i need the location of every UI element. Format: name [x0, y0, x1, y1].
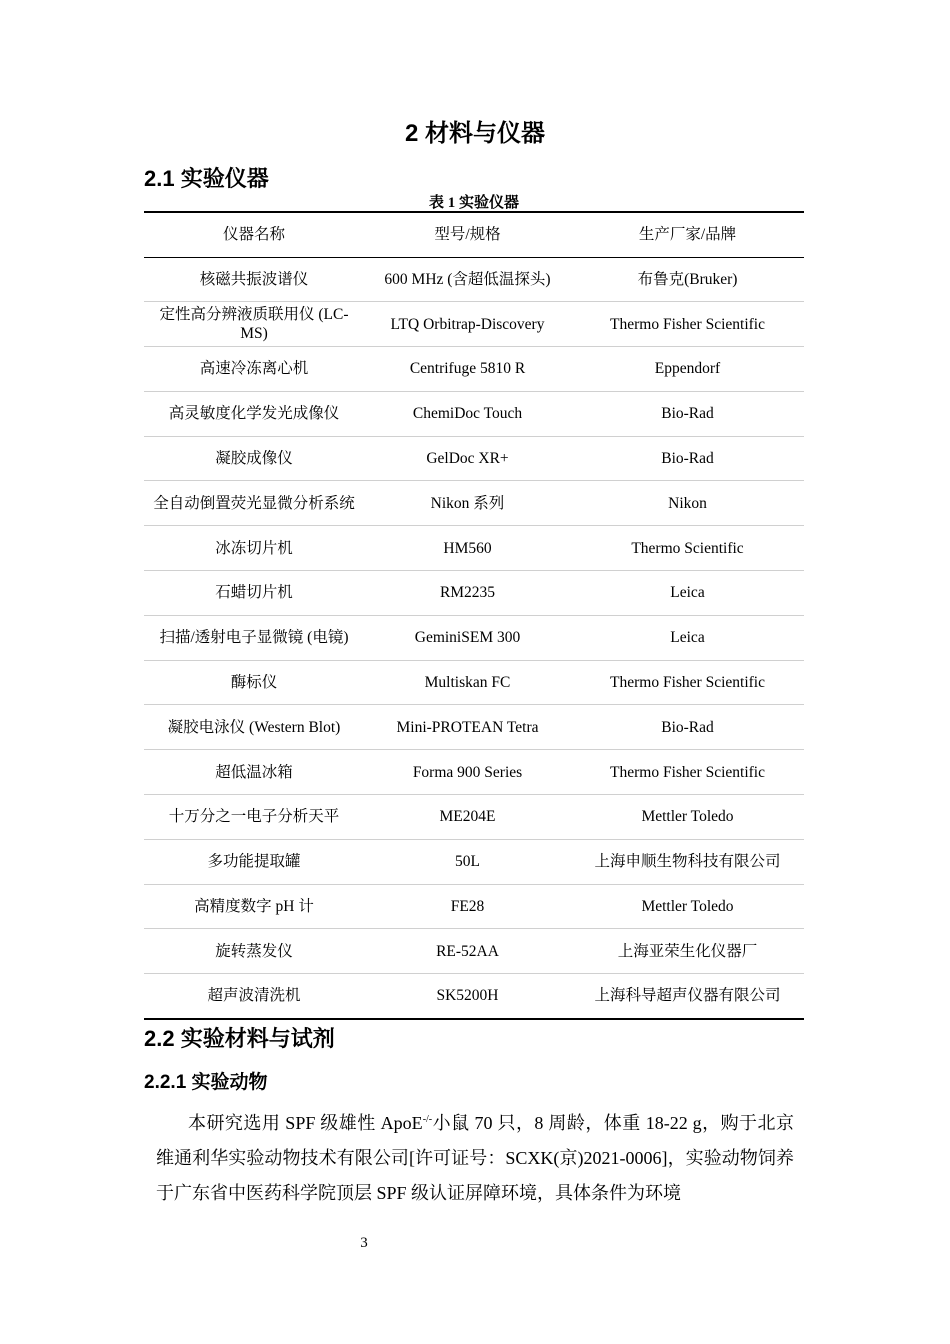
table-row [144, 929, 804, 974]
table-row [144, 302, 804, 347]
manufacturer-cell: Eppendorf [571, 347, 804, 392]
instrument-name-cell: 核磁共振波谱仪 [144, 257, 364, 302]
model-spec-cell: Mini-PROTEAN Tetra [364, 705, 571, 750]
manufacturer-cell: 上海申顺生物科技有限公司 [571, 839, 804, 884]
manufacturer-cell: Thermo Fisher Scientific [571, 302, 804, 347]
instrument-name-cell: 定性高分辨液质联用仪 (LC-MS) [144, 302, 364, 347]
table-row [144, 750, 804, 795]
model-spec-cell: ME204E [364, 795, 571, 840]
model-spec-cell: SK5200H [364, 974, 571, 1019]
table-row [144, 436, 804, 481]
table-row [144, 481, 804, 526]
table-caption: 表 1 实验仪器 [428, 195, 519, 211]
instrument-name-cell: 超声波清洗机 [144, 974, 364, 1019]
genotype-superscript: -/- [422, 1114, 433, 1125]
manufacturer-cell: Nikon [571, 481, 804, 526]
paragraph-text-start: 本研究选用 SPF 级雄性 ApoE [188, 1113, 423, 1133]
table-row [144, 347, 804, 392]
instrument-name-cell: 多功能提取罐 [144, 839, 364, 884]
manufacturer-cell: Thermo Scientific [571, 526, 804, 571]
table-row [144, 884, 804, 929]
table-header-row [144, 212, 804, 257]
instrument-name-cell: 高精度数字 pH 计 [144, 884, 364, 929]
table-row [144, 839, 804, 884]
table-row [144, 526, 804, 571]
instrument-name-cell: 高速冷冻离心机 [144, 347, 364, 392]
model-spec-cell: Forma 900 Series [364, 750, 571, 795]
model-spec-cell: 50L [364, 839, 571, 884]
chapter-title: 2 材料与仪器 [404, 120, 545, 147]
body-paragraph [156, 1102, 794, 1211]
model-spec-cell: Multiskan FC [364, 660, 571, 705]
model-spec-cell: RM2235 [364, 571, 571, 616]
instrument-name-cell: 凝胶成像仪 [144, 436, 364, 481]
table-row [144, 615, 804, 660]
instrument-name-cell: 全自动倒置荧光显微分析系统 [144, 481, 364, 526]
table-row [144, 705, 804, 750]
table-row [144, 974, 804, 1019]
manufacturer-cell: 上海科导超声仪器有限公司 [571, 974, 804, 1019]
paragraph-text-rest: 小鼠 70 只，8 周龄，体重 18-22 g，购于北京维通利华实验动物技术有限公司[许可证号：SCXK(京)2021-0006]，实验动物饲养于广东省中医药科学院顶层 SPF 级认证屏障环境，具体条件为环境 [156, 1113, 794, 1203]
instrument-name-cell: 十万分之一电子分析天平 [144, 795, 364, 840]
instrument-table [144, 211, 804, 1020]
section-heading-2-1: 2.1 实验仪器 [144, 166, 269, 191]
instrument-name-cell: 石蜡切片机 [144, 571, 364, 616]
instrument-name-cell: 凝胶电泳仪 (Western Blot) [144, 705, 364, 750]
instrument-name-cell: 酶标仪 [144, 660, 364, 705]
header-instrument-name: 仪器名称 [144, 212, 364, 257]
header-model-spec: 型号/规格 [364, 212, 571, 257]
manufacturer-cell: Thermo Fisher Scientific [571, 660, 804, 705]
manufacturer-cell: Bio-Rad [571, 391, 804, 436]
table-row [144, 391, 804, 436]
table-row [144, 257, 804, 302]
instrument-name-cell: 扫描/透射电子显微镜 (电镜) [144, 615, 364, 660]
manufacturer-cell: Leica [571, 571, 804, 616]
instrument-name-cell: 超低温冰箱 [144, 750, 364, 795]
manufacturer-cell: 布鲁克(Bruker) [571, 257, 804, 302]
manufacturer-cell: Thermo Fisher Scientific [571, 750, 804, 795]
section-heading-2-2-1: 2.2.1 实验动物 [144, 1072, 268, 1093]
model-spec-cell: ChemiDoc Touch [364, 391, 571, 436]
page-number: 3 [360, 1235, 368, 1251]
instrument-name-cell: 旋转蒸发仪 [144, 929, 364, 974]
header-manufacturer: 生产厂家/品牌 [571, 212, 804, 257]
table-row [144, 660, 804, 705]
manufacturer-cell: Mettler Toledo [571, 795, 804, 840]
manufacturer-cell: Bio-Rad [571, 436, 804, 481]
section-heading-2-2: 2.2 实验材料与试剂 [144, 1026, 335, 1051]
manufacturer-cell: Mettler Toledo [571, 884, 804, 929]
manufacturer-cell: Leica [571, 615, 804, 660]
model-spec-cell: GelDoc XR+ [364, 436, 571, 481]
model-spec-cell: GeminiSEM 300 [364, 615, 571, 660]
model-spec-cell: Nikon 系列 [364, 481, 571, 526]
model-spec-cell: RE-52AA [364, 929, 571, 974]
model-spec-cell: HM560 [364, 526, 571, 571]
manufacturer-cell: Bio-Rad [571, 705, 804, 750]
manufacturer-cell: 上海亚荣生化仪器厂 [571, 929, 804, 974]
table-row [144, 795, 804, 840]
model-spec-cell: FE28 [364, 884, 571, 929]
model-spec-cell: Centrifuge 5810 R [364, 347, 571, 392]
instrument-name-cell: 高灵敏度化学发光成像仪 [144, 391, 364, 436]
table-row [144, 571, 804, 616]
instrument-name-cell: 冰冻切片机 [144, 526, 364, 571]
model-spec-cell: LTQ Orbitrap-Discovery [364, 302, 571, 347]
model-spec-cell: 600 MHz (含超低温探头) [364, 257, 571, 302]
